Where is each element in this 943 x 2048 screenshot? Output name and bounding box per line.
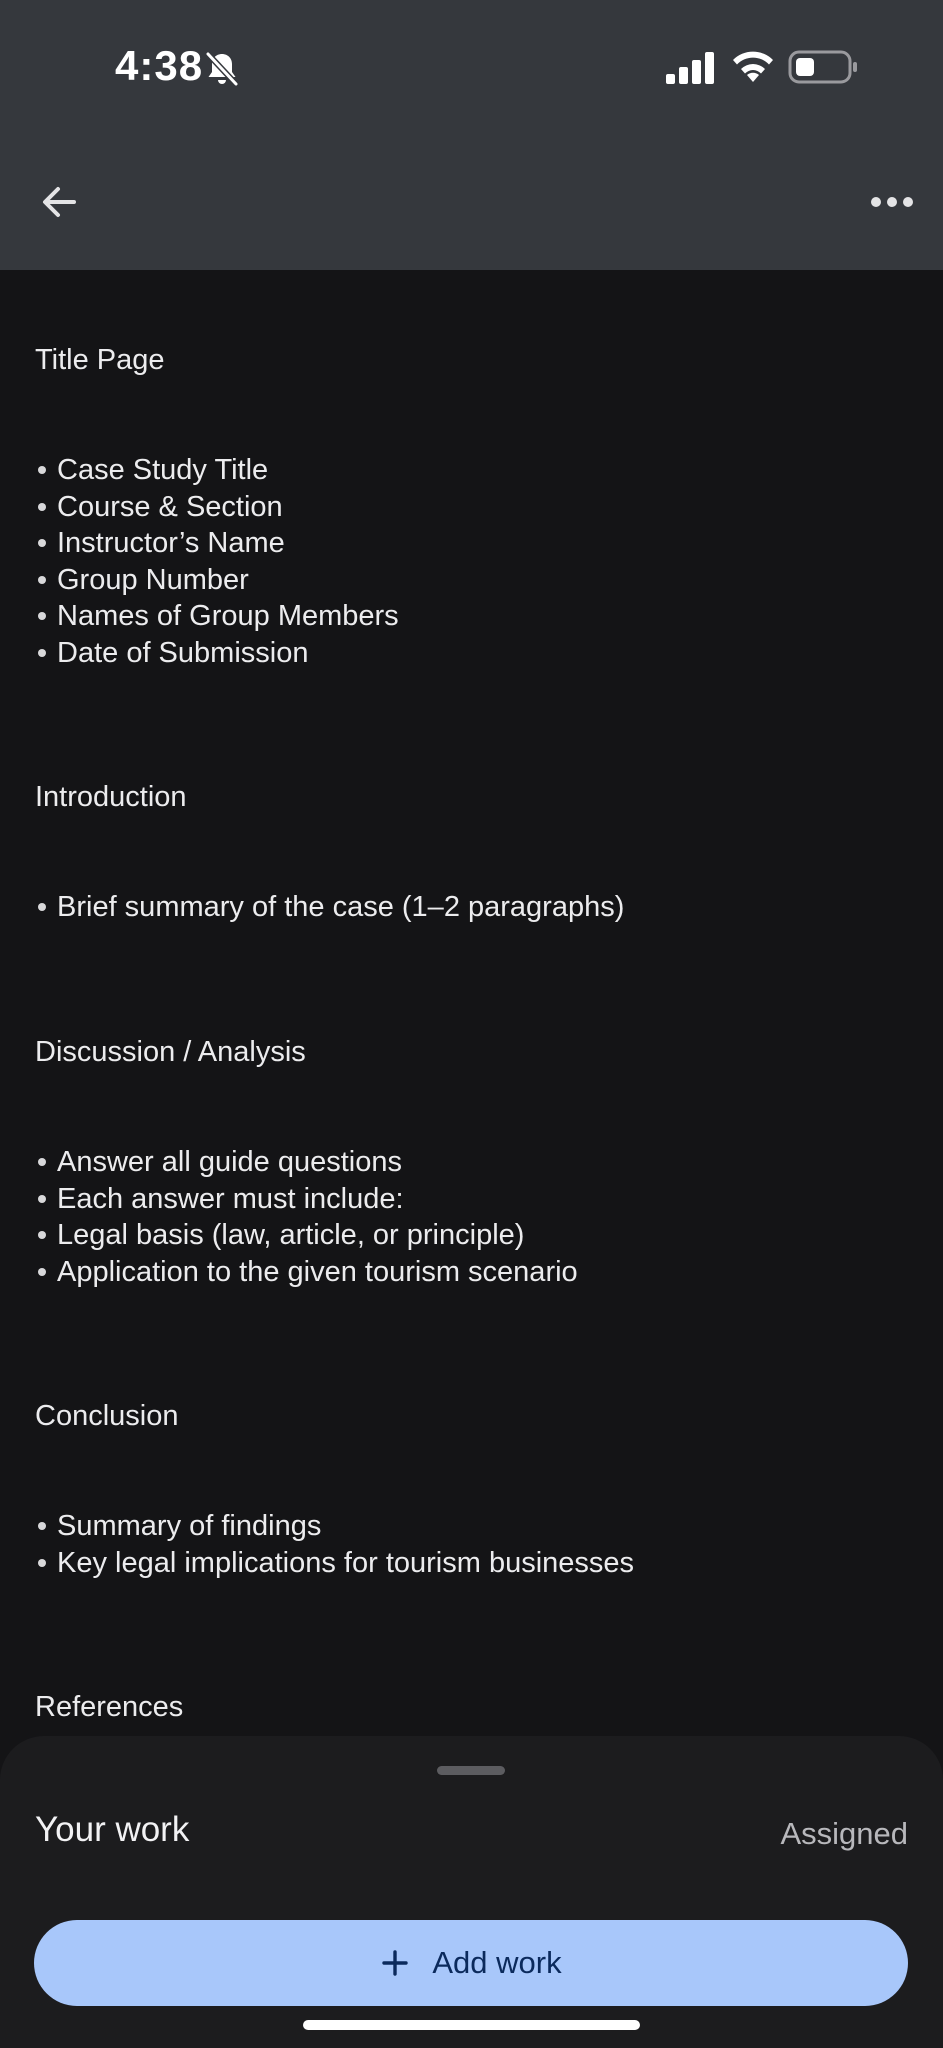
list-item-text: Legal basis (law, article, or principle) bbox=[57, 1219, 525, 1251]
bullet-dot bbox=[38, 1158, 46, 1166]
status-time: 4:38 bbox=[115, 42, 204, 89]
top-app-bar bbox=[0, 0, 943, 270]
list-item bbox=[35, 562, 399, 599]
list-item-text: Brief summary of the case (1–2 paragraphs) bbox=[57, 891, 625, 923]
list-item-text: Date of Submission bbox=[57, 636, 309, 669]
bullet-dot bbox=[38, 1559, 46, 1567]
arrow-left-icon bbox=[34, 176, 86, 228]
section-list-discussion bbox=[35, 1144, 578, 1290]
bell-slash-icon bbox=[204, 50, 240, 88]
more-horizontal-icon bbox=[864, 180, 920, 224]
sheet-drag-handle[interactable] bbox=[437, 1766, 505, 1775]
list-item bbox=[35, 525, 399, 562]
bullet-dot bbox=[38, 503, 46, 511]
section-list-introduction bbox=[35, 889, 624, 926]
bullet-dot bbox=[38, 612, 46, 620]
section-list-title-page bbox=[35, 452, 399, 671]
list-item-text: Key legal implications for tourism businesses bbox=[57, 1546, 635, 1579]
list-item-text: Each answer must include: bbox=[57, 1182, 404, 1215]
section-heading-introduction: Introduction bbox=[35, 781, 187, 813]
more-options-button[interactable] bbox=[864, 180, 920, 224]
section-heading-references: References bbox=[35, 1691, 184, 1723]
plus-icon bbox=[380, 1948, 410, 1978]
list-item bbox=[35, 1181, 578, 1218]
bullet-dot bbox=[38, 903, 46, 911]
assignment-status: Assigned bbox=[780, 1816, 908, 1851]
bullet-dot bbox=[38, 1231, 46, 1239]
list-item-text: Case Study Title bbox=[57, 454, 269, 486]
bullet-dot bbox=[38, 1522, 46, 1530]
list-item-text: Summary of findings bbox=[57, 1510, 322, 1542]
add-work-button[interactable] bbox=[34, 1920, 908, 2006]
list-item-text: Names of Group Members bbox=[57, 600, 399, 632]
bullet-dot bbox=[38, 649, 46, 657]
bullet-dot bbox=[38, 1195, 46, 1203]
bullet-dot bbox=[38, 539, 46, 547]
section-heading-discussion: Discussion / Analysis bbox=[35, 1036, 306, 1068]
list-item bbox=[35, 598, 399, 635]
your-work-sheet[interactable] bbox=[0, 1736, 943, 2048]
list-item bbox=[35, 1144, 578, 1181]
section-heading-conclusion: Conclusion bbox=[35, 1400, 179, 1432]
list-item-text: Instructor’s Name bbox=[57, 527, 285, 559]
bullet-dot bbox=[38, 576, 46, 584]
bullet-dot bbox=[38, 1268, 46, 1276]
wifi-icon bbox=[730, 48, 776, 84]
add-work-label: Add work bbox=[432, 1945, 562, 1980]
list-item bbox=[35, 489, 399, 526]
list-item bbox=[35, 1508, 634, 1545]
list-item-text: Course & Section bbox=[57, 490, 283, 523]
battery-icon bbox=[788, 50, 858, 84]
list-item bbox=[35, 635, 399, 672]
your-work-title: Your work bbox=[35, 1810, 190, 1849]
list-item bbox=[35, 452, 399, 489]
list-item bbox=[35, 1254, 578, 1291]
list-item-text: Application to the given tourism scenario bbox=[57, 1255, 578, 1288]
back-button[interactable] bbox=[34, 176, 86, 228]
list-item-text: Answer all guide questions bbox=[57, 1146, 402, 1178]
list-item-text: Group Number bbox=[57, 563, 249, 596]
section-list-conclusion bbox=[35, 1508, 634, 1581]
list-item bbox=[35, 1545, 634, 1582]
list-item bbox=[35, 1217, 578, 1254]
list-item bbox=[35, 889, 624, 926]
section-heading-title-page: Title Page bbox=[35, 344, 165, 376]
bullet-dot bbox=[38, 466, 46, 474]
cellular-signal-icon bbox=[666, 52, 718, 84]
home-indicator[interactable] bbox=[303, 2020, 640, 2030]
